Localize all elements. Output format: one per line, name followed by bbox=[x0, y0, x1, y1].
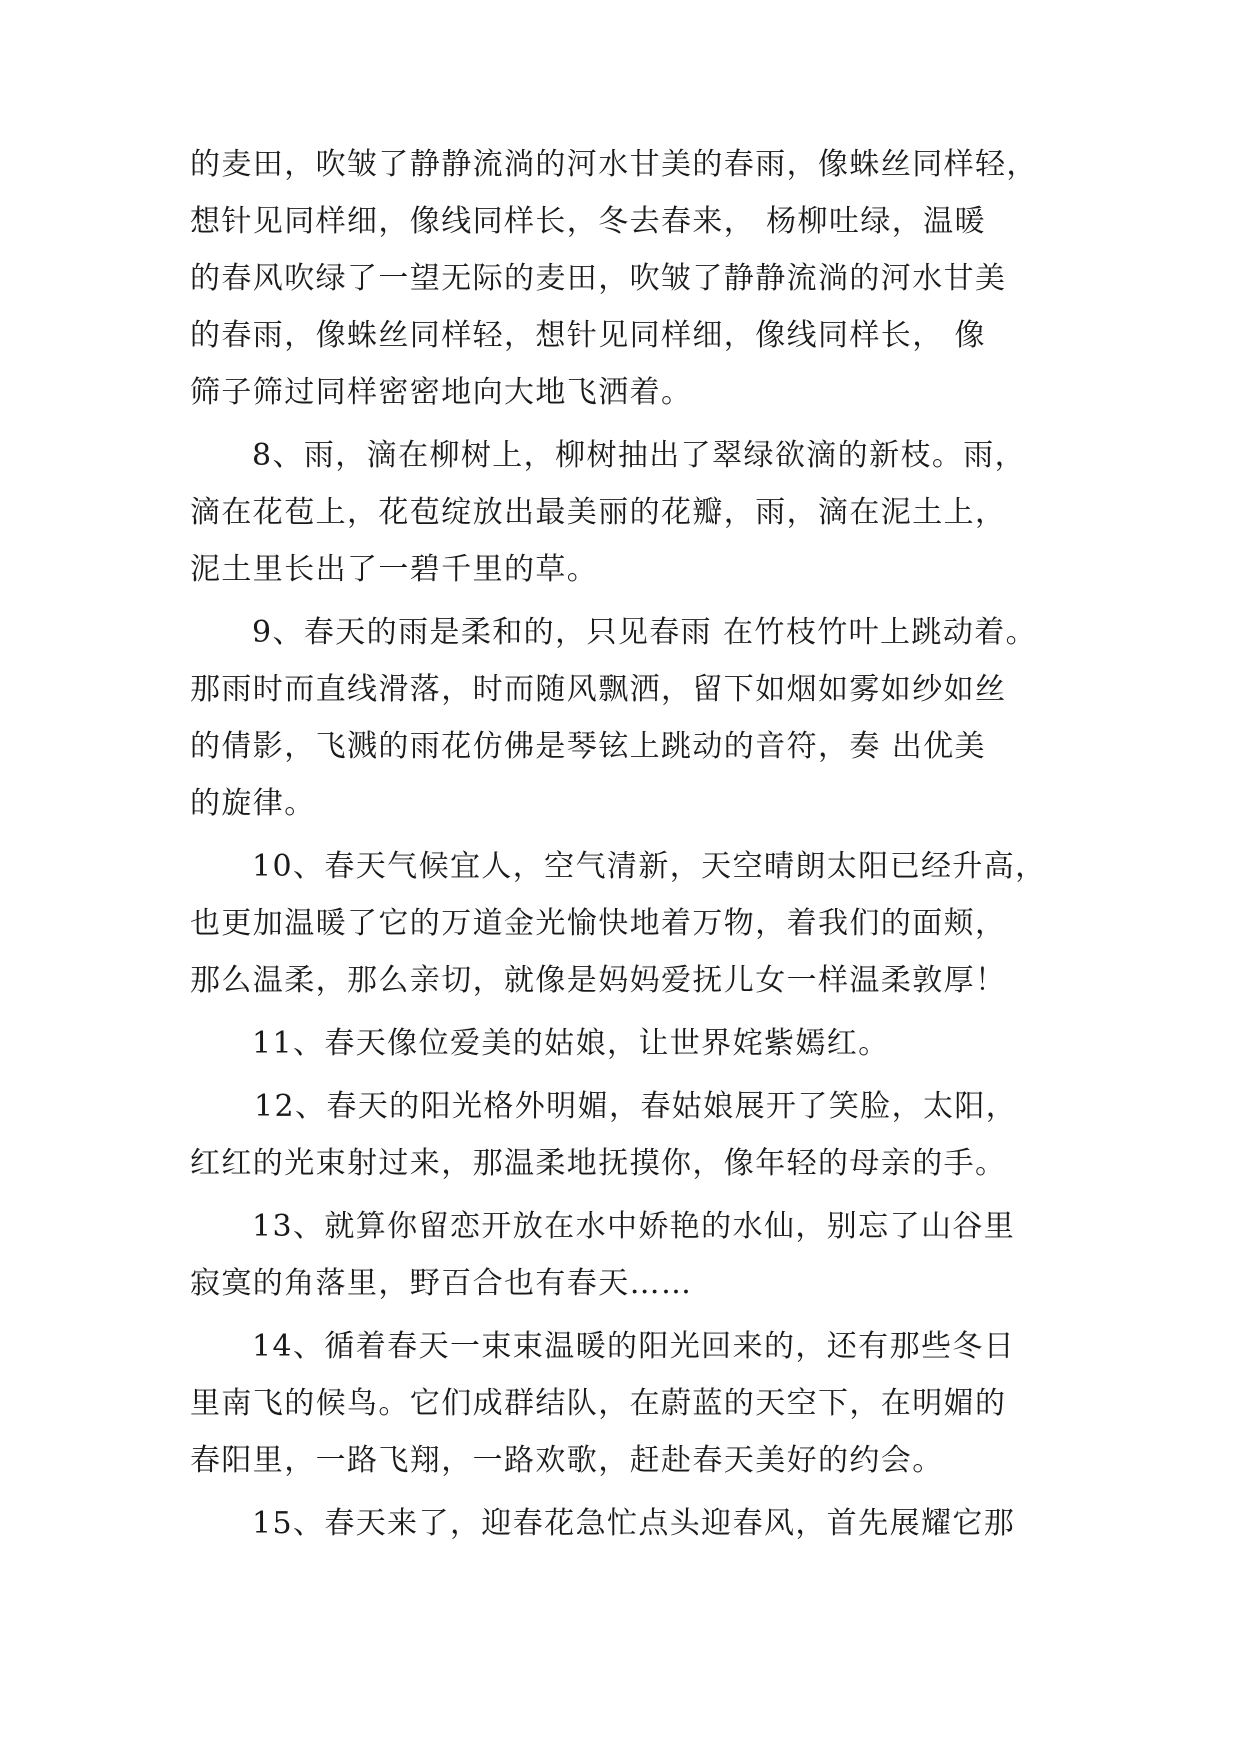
paragraph-13-line-1: 13、就算你留恋开放在水中娇艳的水仙，别忘了山谷里 bbox=[252, 1209, 1016, 1244]
text-line: 的春风吹绿了一望无际的麦田，吹皱了静静流淌的河水甘美 bbox=[190, 261, 1007, 296]
text-line: 的倩影，飞溅的雨花仿佛是琴铉上跳动的音符，奏 出优美 bbox=[190, 729, 986, 764]
text-line: 里南飞的候鸟。它们成群结队，在蔚蓝的天空下，在明媚的 bbox=[190, 1386, 1007, 1421]
paragraph-10-line-1: 10、春天气候宜人，空气清新，天空晴朗太阳已经升高， bbox=[252, 849, 1047, 884]
text-line: 那雨时而直线滑落，时而随风飘洒，留下如烟如雾如纱如丝 bbox=[190, 672, 1007, 707]
text-line: 泥土里长出了一碧千里的草。 bbox=[190, 552, 599, 587]
text-line: 的麦田，吹皱了静静流淌的河水甘美的春雨，像蛛丝同样轻， bbox=[190, 147, 1038, 182]
text-line: 的春雨，像蛛丝同样轻，想针见同样细，像线同样长， 像 bbox=[190, 318, 986, 353]
text-line: 那么温柔，那么亲切，就像是妈妈爱抚儿女一样温柔敦厚！ bbox=[190, 963, 1007, 998]
paragraph-15-line-1: 15、春天来了，迎春花急忙点头迎春风，首先展耀它那 bbox=[252, 1506, 1016, 1541]
text-line: 也更加温暖了它的万道金光愉快地着万物，着我们的面颊， bbox=[190, 906, 1007, 941]
text-line: 想针见同样细，像线同样长，冬去春来， 杨柳吐绿，温暖 bbox=[190, 204, 986, 239]
text-line: 筛子筛过同样密密地向大地飞洒着。 bbox=[190, 375, 693, 410]
paragraph-11-line-1: 11、春天像位爱美的姑娘，让世界姹紫嫣红。 bbox=[252, 1026, 890, 1061]
text-line: 滴在花苞上，花苞绽放出最美丽的花瓣，雨，滴在泥土上， bbox=[190, 495, 1007, 530]
text-line: 红红的光束射过来，那温柔地抚摸你，像年轻的母亲的手。 bbox=[190, 1146, 1007, 1181]
paragraph-12-line-1: 12、春天的阳光格外明媚，春姑娘展开了笑脸，太阳， bbox=[254, 1089, 1018, 1124]
paragraph-14-line-1: 14、循着春天一束束温暖的阳光回来的，还有那些冬日 bbox=[252, 1329, 1016, 1364]
text-line: 寂寞的角落里，野百合也有春天…… bbox=[190, 1266, 693, 1301]
paragraph-9-line-1: 9、春天的雨是柔和的，只见春雨 在竹枝竹叶上跳动着。 bbox=[252, 615, 1038, 650]
text-line: 的旋律。 bbox=[190, 786, 316, 821]
paragraph-8-line-1: 8、雨，滴在柳树上，柳树抽出了翠绿欲滴的新枝。雨， bbox=[252, 438, 1027, 473]
text-line: 春阳里，一路飞翔，一路欢歌，赶赴春天美好的约会。 bbox=[190, 1443, 944, 1478]
